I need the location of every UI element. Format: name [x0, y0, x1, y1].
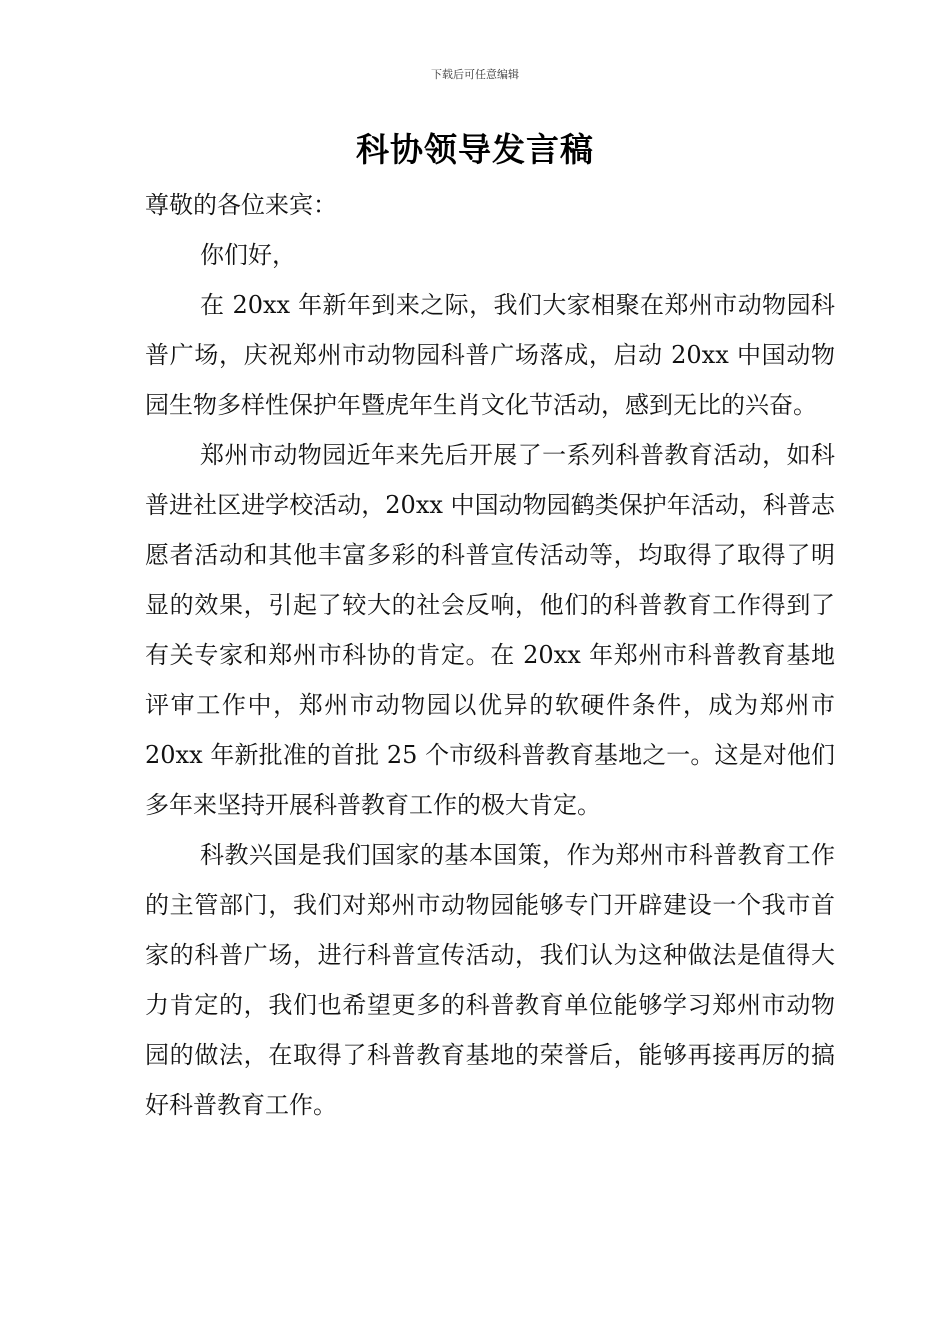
paragraph-2: 郑州市动物园近年来先后开展了一系列科普教育活动，如科普进社区进学校活动，20xx 中国动物园鹤类保护年活动，科普志愿者活动和其他丰富多彩的科普宣传活动等，均取得了取得了明显的效果，引起了较大的社会反响，他们的科普教育工作得到了有关专家和郑州市科协的肯定。在 20xx 年郑州市科普教育基地评审工作中，郑州市动物园以优异的软硬件条件，成为郑州市 20xx 年新批准的首批 25 个市级科普教育基地之一。这是对他们多年来坚持开展科普教育工作的极大肯定。 [145, 441, 835, 819]
document-body [145, 180, 835, 1130]
paragraph-3: 科教兴国是我们国家的基本国策，作为郑州市科普教育工作的主管部门，我们对郑州市动物园能够专门开辟建设一个我市首家的科普广场，进行科普宣传活动，我们认为这种做法是值得大力肯定的，我们也希望更多的科普教育单位能够学习郑州市动物园的做法，在取得了科普教育基地的荣誉后，能够再接再厉的搞好科普教育工作。 [145, 841, 835, 1119]
paragraph-1: 在 20xx 年新年到来之际，我们大家相聚在郑州市动物园科普广场，庆祝郑州市动物园科普广场落成，启动 20xx 中国动物园生物多样性保护年暨虎年生肖文化节活动，感到无比的兴奋。 [145, 291, 835, 419]
document-title: 科协领导发言稿 [356, 130, 594, 169]
header-note: 下载后可任意编辑 [431, 68, 519, 81]
salutation: 尊敬的各位来宾： [145, 191, 337, 219]
greeting: 你们好， [200, 241, 296, 269]
